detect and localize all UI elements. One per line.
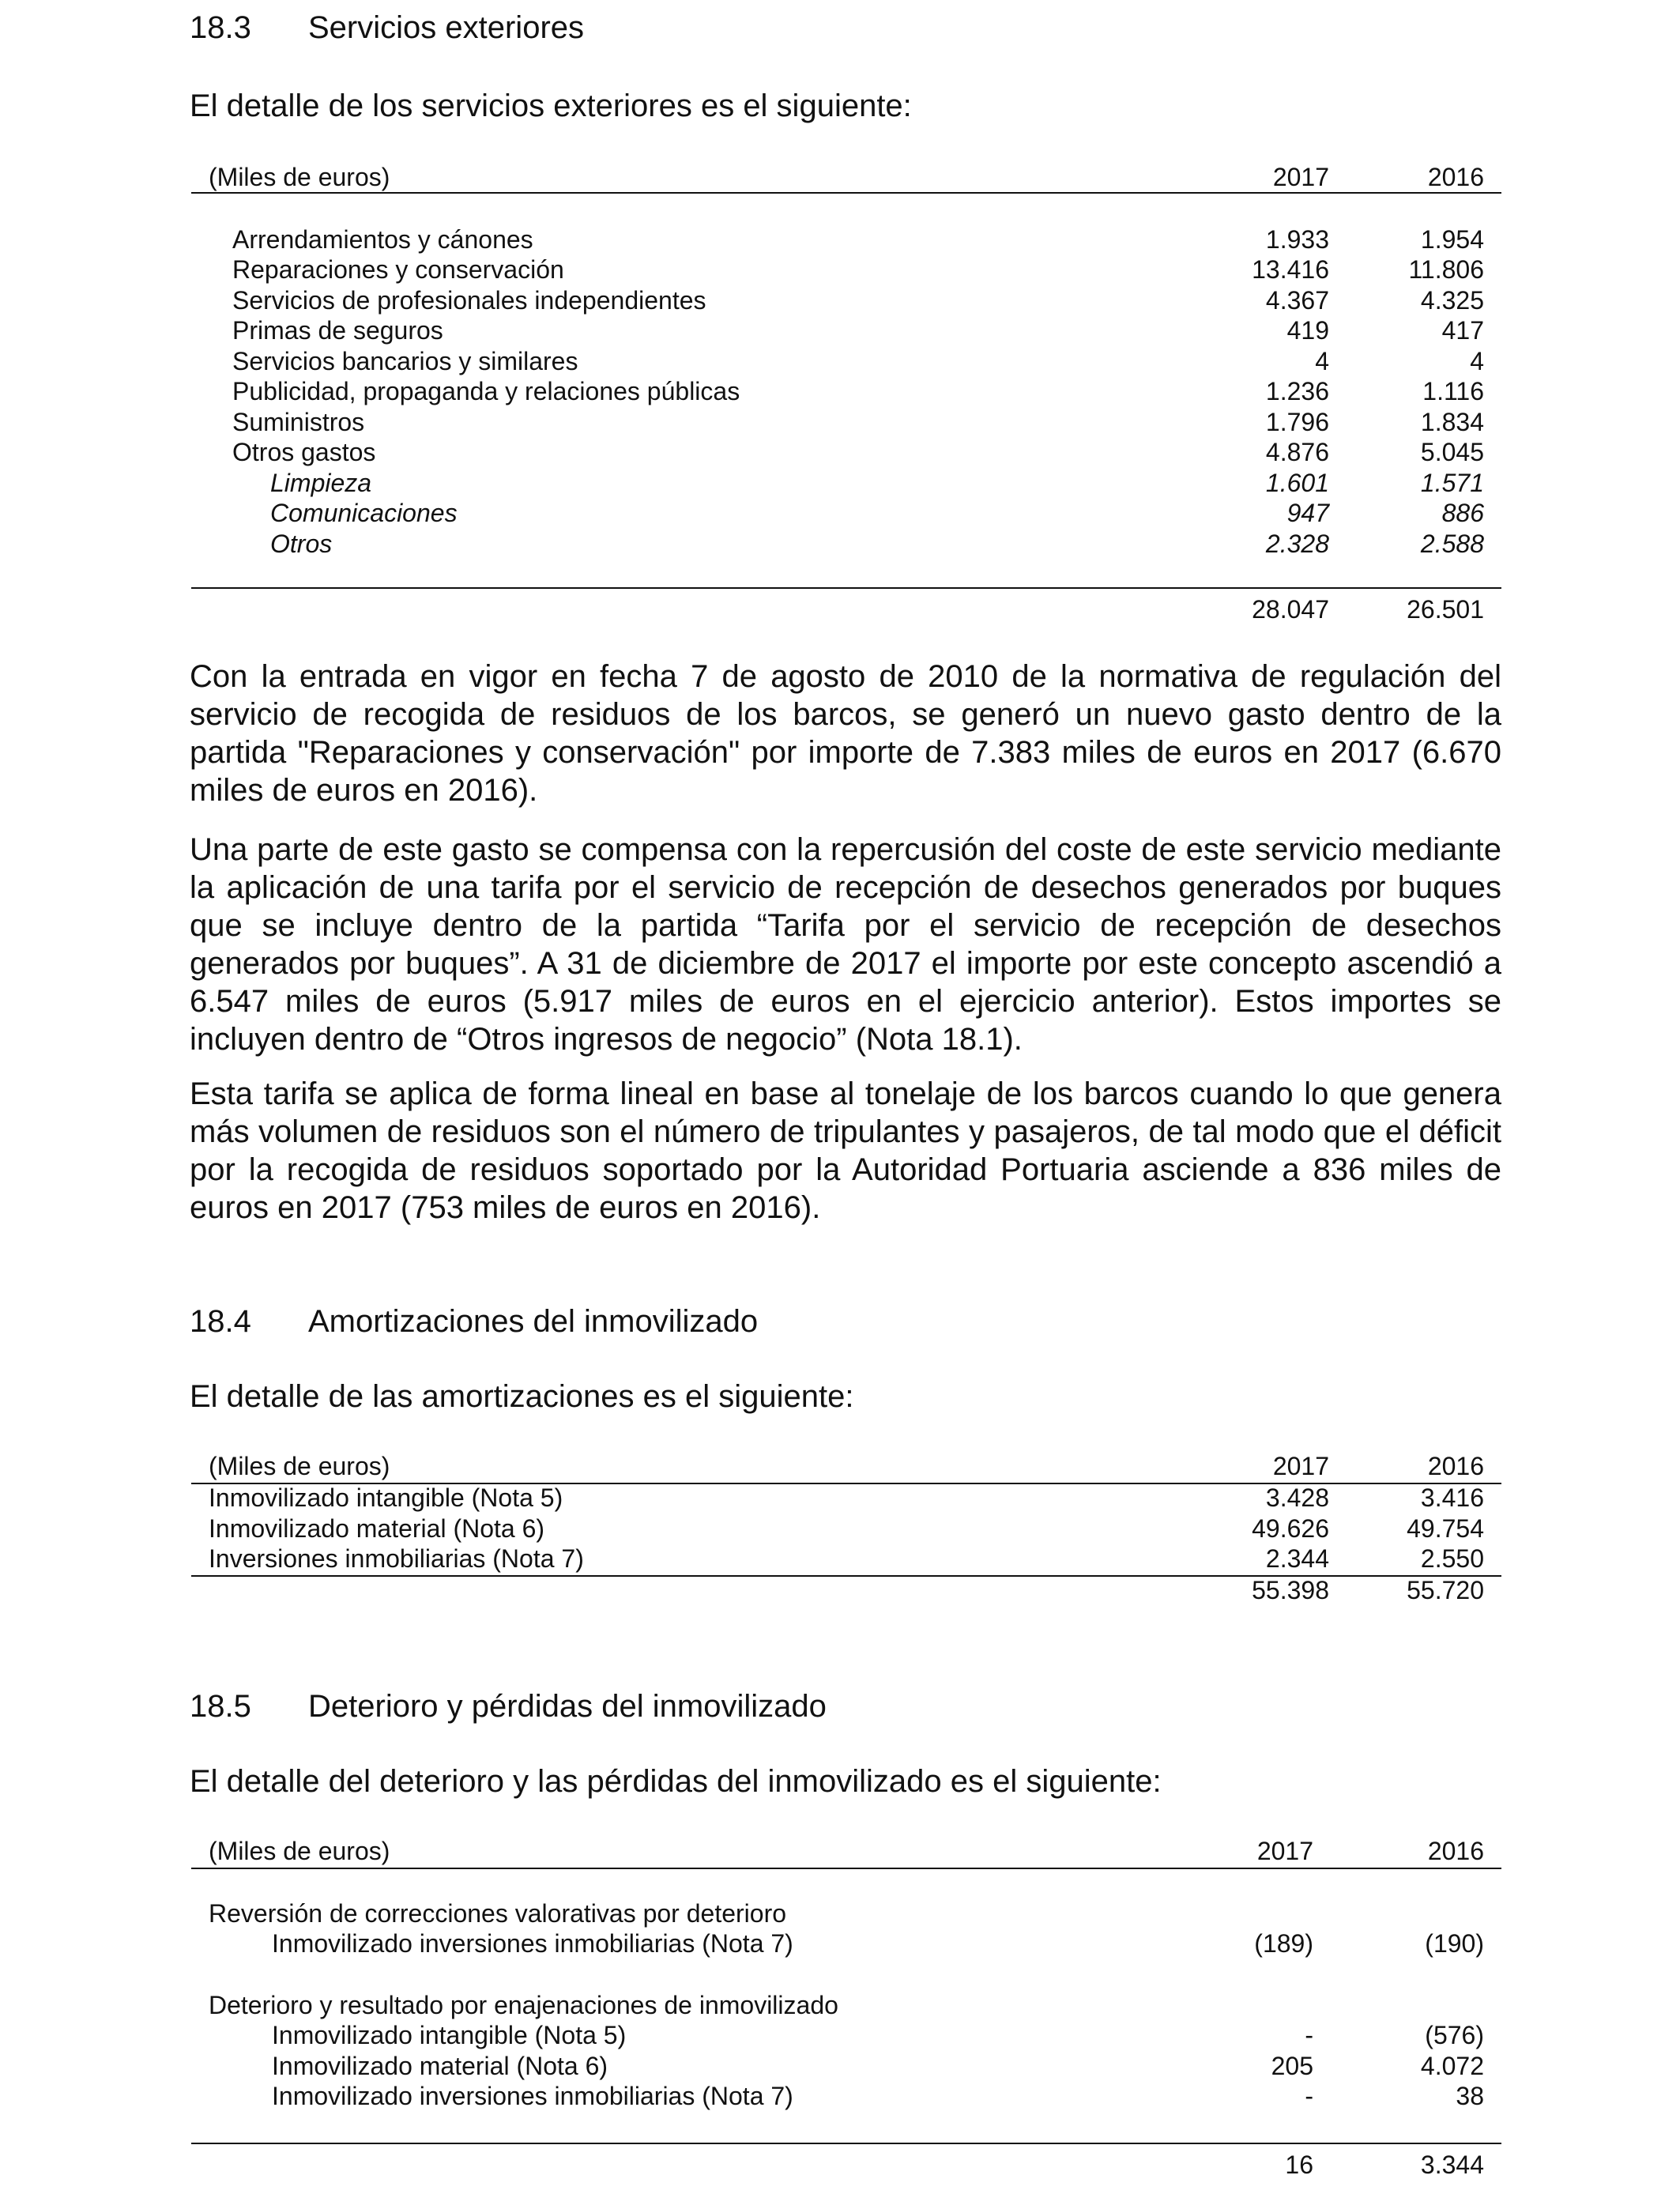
row-label: Otros gastos: [232, 438, 376, 466]
table-row: [191, 254, 1501, 285]
table-total-row: [191, 2150, 1501, 2180]
row-label: Servicios bancarios y similares: [232, 347, 578, 375]
paragraph: Esta tarifa se aplica de forma lineal en base al tonelaje de los barcos cuando lo que genera más volumen de residuos son el número de tripulantes y pasajeros, de tal modo que el déficit por la recogida de residuos soportado por la Autoridad Portuaria asciende a 836 miles de euros en 2017 (753 miles de euros en 2016).: [190, 1076, 1501, 1225]
table-group-label: [191, 1990, 1501, 2020]
row-label: Inversiones inmobiliarias (Nota 7): [209, 1544, 584, 1573]
table-row: [191, 2051, 1501, 2081]
row-value-2017: 13.416: [1252, 255, 1329, 284]
row-label: Suministros: [232, 408, 365, 436]
row-value-2017: 1.601: [1265, 469, 1329, 497]
row-value-2017: 419: [1286, 316, 1329, 345]
section-heading-18-5: [190, 1687, 827, 1725]
row-label: Inmovilizado inversiones inmobiliarias (Nota 7): [272, 1929, 793, 1958]
row-label: Inmovilizado intangible (Nota 5): [272, 2021, 627, 2049]
row-label: Publicidad, propaganda y relaciones públicas: [232, 377, 740, 405]
row-value-2017: 2.344: [1265, 1544, 1329, 1573]
row-label: Inmovilizado inversiones inmobiliarias (Nota 7): [272, 2082, 793, 2110]
table-row: [191, 376, 1501, 406]
row-value-2017: 4: [1315, 347, 1329, 375]
row-value-2017: (189): [1254, 1929, 1313, 1958]
table-row: [191, 407, 1501, 437]
row-value-2017: 2.328: [1265, 530, 1329, 558]
row-value-2017: -: [1305, 2082, 1313, 2110]
table-header-2017: 2017: [1272, 163, 1329, 191]
row-value-2016: (190): [1425, 1929, 1484, 1958]
row-value-2017: 1.796: [1265, 408, 1329, 436]
table-header-row: [191, 162, 1501, 192]
row-value-2016: 4.325: [1420, 286, 1484, 315]
section-heading-18-4: [190, 1302, 758, 1340]
table-header-label: (Miles de euros): [209, 1452, 390, 1480]
table-header-rule: [191, 192, 1501, 194]
table-total-row: [191, 594, 1501, 624]
row-label: Comunicaciones: [270, 499, 458, 527]
table-row: [191, 1928, 1501, 1958]
table-row: [191, 285, 1501, 315]
table-header-row: [191, 1836, 1501, 1866]
table-total-rule: [191, 2143, 1501, 2144]
table-subrow: [191, 529, 1501, 559]
table-total-rule: [191, 587, 1501, 589]
total-value-2017: 16: [1285, 2151, 1313, 2179]
group-label: Reversión de correcciones valorativas por deterioro: [209, 1899, 787, 1928]
table-header-rule: [191, 1868, 1501, 1869]
paragraph: Una parte de este gasto se compensa con la repercusión del coste de este servicio mediante la aplicación de una tarifa por el servicio de recepción de desechos generados por buques que se incluye dentro de la partida “Tarifa por el servicio de recepción de desechos generados por buques”. A 31 de diciembre de 2017 el importe por este concepto ascendió a 6.547 miles de euros (5.917 miles de euros en el ejercicio anterior). Estos importes se incluyen dentro de “Otros ingresos de negocio” (Nota 18.1).: [190, 832, 1501, 1057]
table-header-2017: 2017: [1272, 1452, 1329, 1480]
row-value-2016: (576): [1425, 2021, 1484, 2049]
section-number: 18.5: [190, 1689, 251, 1724]
total-value-2016: 26.501: [1407, 595, 1484, 624]
row-value-2016: 2.588: [1420, 530, 1484, 558]
table-header-label: (Miles de euros): [209, 163, 390, 191]
table-header-label: (Miles de euros): [209, 1837, 390, 1865]
section-number: 18.3: [190, 10, 251, 45]
row-value-2017: 205: [1271, 2052, 1313, 2080]
section-title: Deterioro y pérdidas del inmovilizado: [308, 1689, 827, 1724]
section-intro: El detalle de las amortizaciones es el siguiente:: [190, 1379, 854, 1414]
total-value-2017: 55.398: [1252, 1576, 1329, 1604]
row-label: Primas de seguros: [232, 316, 443, 345]
table-row: [191, 346, 1501, 376]
row-label: Inmovilizado intangible (Nota 5): [209, 1483, 563, 1512]
row-value-2016: 886: [1441, 499, 1484, 527]
table-subrow: [191, 498, 1501, 528]
section-title: Amortizaciones del inmovilizado: [308, 1304, 759, 1339]
total-value-2016: 3.344: [1420, 2151, 1484, 2179]
row-value-2016: 2.550: [1420, 1544, 1484, 1573]
table-header-2016: 2016: [1427, 163, 1484, 191]
row-value-2017: 1.933: [1265, 225, 1329, 254]
row-value-2016: 1.954: [1420, 225, 1484, 254]
table-header-2016: 2016: [1427, 1452, 1484, 1480]
table-row: [191, 1514, 1501, 1544]
section-intro: El detalle del deterioro y las pérdidas del inmovilizado es el siguiente:: [190, 1764, 1162, 1799]
row-value-2016: 4.072: [1420, 2052, 1484, 2080]
row-value-2017: 49.626: [1252, 1514, 1329, 1543]
table-row: [191, 437, 1501, 467]
table-header-2016: 2016: [1427, 1837, 1484, 1865]
row-label: Servicios de profesionales independientes: [232, 286, 706, 315]
row-value-2017: 4.876: [1265, 438, 1329, 466]
row-value-2016: 3.416: [1420, 1483, 1484, 1512]
table-total-row: [191, 1575, 1501, 1605]
row-value-2016: 49.754: [1407, 1514, 1484, 1543]
row-label: Inmovilizado material (Nota 6): [272, 2052, 608, 2080]
table-row: [191, 1483, 1501, 1513]
table-group-label: [191, 1898, 1501, 1928]
row-value-2017: 947: [1286, 499, 1329, 527]
table-header-2017: 2017: [1256, 1837, 1313, 1865]
row-value-2017: 1.236: [1265, 377, 1329, 405]
row-value-2016: 5.045: [1420, 438, 1484, 466]
row-value-2017: 4.367: [1265, 286, 1329, 315]
row-label: Otros: [270, 530, 333, 558]
section-number: 18.4: [190, 1304, 251, 1339]
section-intro: El detalle de los servicios exteriores es el siguiente:: [190, 89, 912, 123]
total-value-2017: 28.047: [1252, 595, 1329, 624]
row-value-2016: 1.571: [1420, 469, 1484, 497]
row-value-2017: -: [1305, 2021, 1313, 2049]
table-header-row: [191, 1451, 1501, 1481]
row-value-2016: 417: [1441, 316, 1484, 345]
paragraph: Con la entrada en vigor en fecha 7 de agosto de 2010 de la normativa de regulación del servicio de recogida de residuos de los barcos, se generó un nuevo gasto dentro de la partida "Reparaciones y conservación" por importe de 7.383 miles de euros en 2017 (6.670 miles de euros en 2016).: [190, 659, 1501, 808]
section-title: Servicios exteriores: [308, 10, 585, 45]
row-label: Arrendamientos y cánones: [232, 225, 533, 254]
table-row: [191, 1544, 1501, 1574]
row-value-2016: 1.834: [1420, 408, 1484, 436]
table-subrow: [191, 468, 1501, 498]
row-value-2016: 38: [1456, 2082, 1484, 2110]
section-heading-18-3: [190, 9, 584, 47]
row-value-2017: 3.428: [1265, 1483, 1329, 1512]
group-label: Deterioro y resultado por enajenaciones de inmovilizado: [209, 1991, 838, 2019]
row-value-2016: 11.806: [1408, 255, 1484, 284]
row-value-2016: 4: [1470, 347, 1484, 375]
total-value-2016: 55.720: [1407, 1576, 1484, 1604]
table-row: [191, 315, 1501, 345]
row-label: Inmovilizado material (Nota 6): [209, 1514, 545, 1543]
row-label: Limpieza: [270, 469, 372, 497]
table-row: [191, 2020, 1501, 2050]
row-value-2016: 1.116: [1422, 377, 1484, 405]
table-row: [191, 224, 1501, 254]
table-row: [191, 2081, 1501, 2111]
row-label: Reparaciones y conservación: [232, 255, 564, 284]
